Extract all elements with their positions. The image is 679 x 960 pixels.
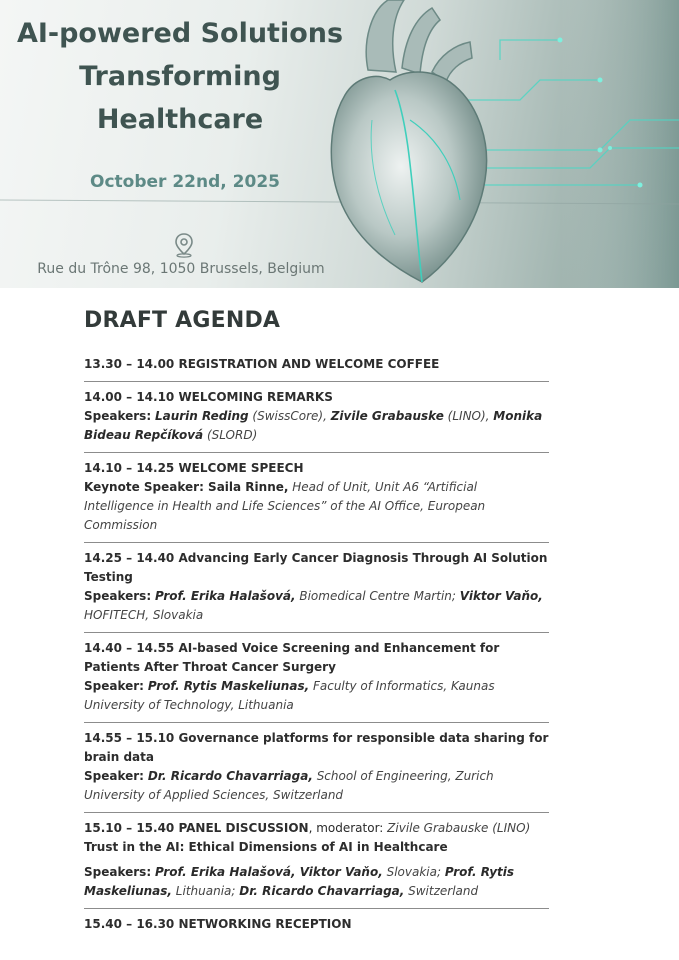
panel-heading-suffix: , moderator: [308,821,388,835]
speaker-affiliation: Switzerland [404,884,479,898]
agenda-section [84,308,549,941]
agenda-item-speakers [84,478,549,535]
speaker-name: Dr. Ricardo Chavarriaga, [147,769,313,783]
speaker-affiliation: (LINO), [443,409,494,423]
speaker-name: Laurin Reding [154,409,249,423]
event-banner [0,0,679,288]
event-title [0,12,360,141]
speakers-label: Speakers: [84,409,152,423]
speaker-affiliation: Slovakia; [382,865,445,879]
agenda-item-speakers [84,767,549,805]
agenda-item [84,723,549,813]
speaker-name: Viktor Vaňo, [459,589,543,603]
speaker-affiliation: School of Engineering, Zurich University of Applied Sciences, Switzerland [84,769,494,802]
speaker-label: Speaker: [84,769,144,783]
agenda-item-heading: 14.10 – 14.25 WELCOME SPEECH [84,461,304,475]
agenda-item-heading: 14.40 – 14.55 AI-based Voice Screening and Enhancement for Patients After Throat Cancer Surgery [84,641,500,674]
speaker-affiliation: Faculty of Informatics, Kaunas University of Technology, Lithuania [84,679,495,712]
speaker-affiliation: Biomedical Centre Martin; [295,589,460,603]
agenda-item [84,633,549,723]
speaker-name: Prof. Rytis Maskeliunas, [147,679,310,693]
event-date: October 22nd, 2025 [90,172,280,192]
agenda-item-speakers [84,677,549,715]
event-title-line: Transforming [79,61,281,92]
panel-moderator: Zivile Grabauske (LINO) [387,821,531,835]
speaker-affiliation: HOFITECH, Slovakia [84,608,204,622]
location-pin-icon [173,232,195,258]
speaker-affiliation: Lithuania; [171,884,240,898]
speaker-name: Dr. Ricardo Chavarriaga, [239,884,405,898]
speaker-name: Prof. Erika Halašová, [154,589,296,603]
panel-subtitle: Trust in the AI: Ethical Dimensions of AI in Healthcare [84,840,448,854]
event-title-line: AI-powered Solutions [16,18,344,49]
agenda-item [84,813,549,909]
agenda-item-heading: 14.25 – 14.40 Advancing Early Cancer Diagnosis Through AI Solution Testing [84,551,548,584]
speaker-name: Prof. Rytis Maskeliunas, [84,865,515,898]
keynote-speaker-label: Keynote Speaker: Saila Rinne, [84,480,289,494]
agenda-item [84,355,549,382]
speaker-name: Prof. Erika Halašová, Viktor Vaňo, [154,865,383,879]
speakers-label: Speakers: [84,865,152,879]
panel-heading: 15.10 – 15.40 PANEL DISCUSSION [84,821,309,835]
event-title-line: Healthcare [96,104,264,135]
agenda-item-speakers [84,863,549,901]
speaker-name: Monika Bideau Repčíková [84,409,543,442]
agenda-item-speakers [84,587,549,625]
agenda-item [84,453,549,543]
speaker-affiliation: (SwissCore), [248,409,331,423]
agenda-item [84,909,549,941]
speaker-name: Zivile Grabauske [330,409,444,423]
speakers-label: Speakers: [84,589,152,603]
agenda-item-heading: 14.00 – 14.10 WELCOMING REMARKS [84,390,333,404]
agenda-item-heading [84,819,549,838]
speaker-affiliation: (SLORD) [203,428,258,442]
agenda-item [84,382,549,453]
agenda-item [84,543,549,633]
agenda-item-heading: 15.40 – 16.30 NETWORKING RECEPTION [84,917,352,931]
agenda-item-speakers [84,407,549,445]
agenda-item-heading: 13.30 – 14.00 REGISTRATION AND WELCOME COFFEE [84,357,440,371]
speaker-affiliation: Head of Unit, Unit A6 “Artificial Intelligence in Health and Life Sciences” of the AI Office, European Commission [84,480,486,532]
agenda-title: DRAFT AGENDA [84,308,281,333]
event-address: Rue du Trône 98, 1050 Brussels, Belgium [37,261,325,277]
agenda-item-heading: 14.55 – 15.10 Governance platforms for responsible data sharing for brain data [84,731,549,764]
speaker-label: Speaker: [84,679,144,693]
